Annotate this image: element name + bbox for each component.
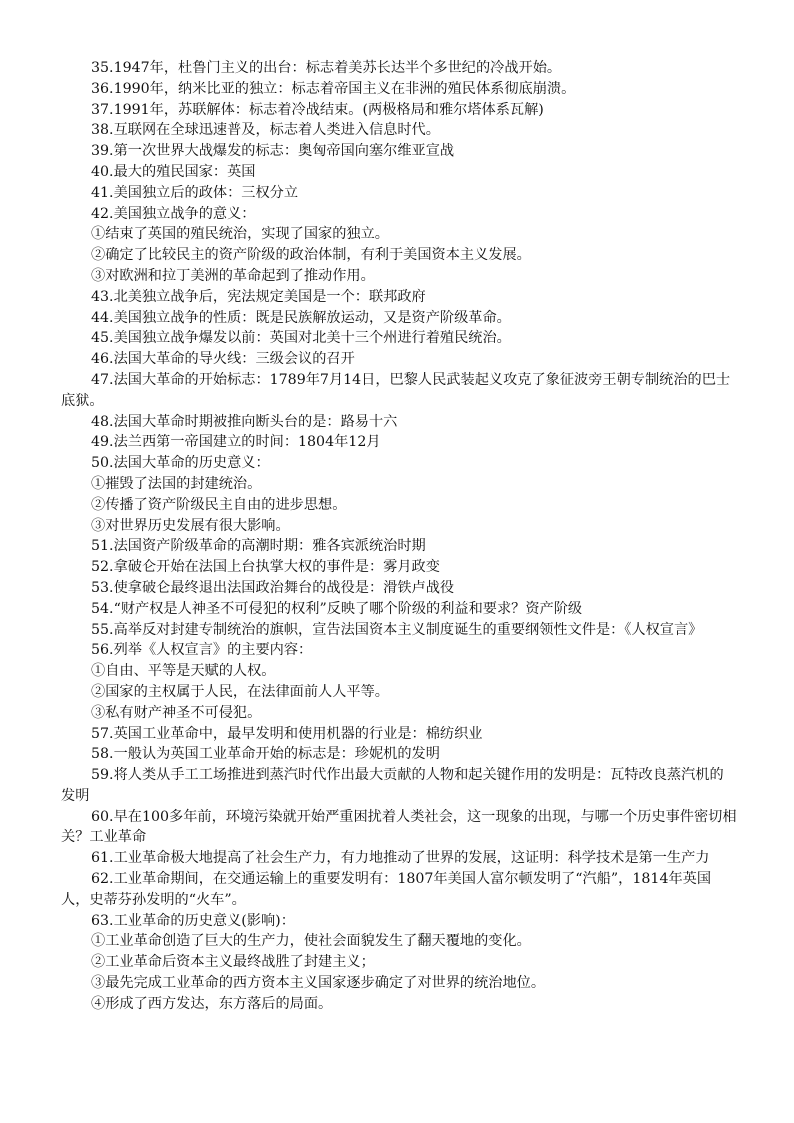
text-line: ③对世界历史发展有很大影响。: [91, 517, 290, 534]
text-line: 54.“财产权是人神圣不可侵犯的权利”反映了哪个阶级的利益和要求？资产阶级: [91, 600, 583, 617]
text-line: 42.美国独立战争的意义：: [91, 205, 256, 222]
text-line: 59.将人类从手工工场推进到蒸汽时代作出最大贡献的人物和起关键作用的发明是：瓦特改良蒸汽机的发明: [61, 767, 724, 804]
text-line: ①摧毁了法国的封建统治。: [91, 475, 262, 492]
text-line: 35.1947年，杜鲁门主义的出台：标志着美苏长达半个多世纪的冷战开始。: [91, 60, 562, 76]
text-line: 48.法国大革命时期被推向断头台的是：路易十六: [91, 413, 398, 430]
text-line: 57.英国工业革命中，最早发明和使用机器的行业是：棉纺织业: [91, 725, 483, 742]
text-line: 52.拿破仑开始在法国上台执掌大权的事件是：雾月政变: [91, 559, 440, 576]
text-line: 41.美国独立后的政体：三权分立: [91, 184, 299, 201]
text-line: 47.法国大革命的开始标志：1789年7月14日，巴黎人民武装起义攻克了象征波旁王朝专制统治的巴士底狱。: [61, 371, 731, 409]
text-line: 38.互联网在全球迅速普及，标志着人类进入信息时代。: [91, 122, 440, 139]
text-line: 44.美国独立战争的性质：既是民族解放运动，又是资产阶级革命。: [91, 309, 511, 326]
text-line: 40.最大的殖民国家：英国: [91, 163, 256, 180]
text-line: 55.高举反对封建专制统治的旗帜，宣告法国资本主义制度诞生的重要纲领性文件是：《人权宣言》: [91, 621, 703, 638]
text-line: ①自由、平等是天赋的人权。: [91, 663, 276, 680]
text-line: 49.法兰西第一帝国建立的时间：1804年12月: [91, 434, 381, 451]
text-line: 45.美国独立战争爆发以前：英国对北美十三个州进行着殖民统治。: [91, 330, 511, 347]
text-line: 46.法国大革命的导火线：三级会议的召开: [91, 351, 355, 368]
text-line: ③私有财产神圣不可侵犯。: [91, 704, 262, 721]
text-line: 50.法国大革命的历史意义：: [91, 455, 270, 472]
text-line: 36.1990年，纳米比亚的独立：标志着帝国主义在非洲的殖民体系彻底崩溃。: [91, 80, 576, 97]
text-line: ③对欧洲和拉丁美洲的革命起到了推动作用。: [91, 267, 375, 284]
document-body: [61, 58, 737, 1015]
text-line: 61.工业革命极大地提高了社会生产力，有力地推动了世界的发展，这证明：科学技术是第一生产力: [91, 850, 710, 867]
text-line: 51.法国资产阶级革命的高潮时期：雅各宾派统治时期: [91, 538, 426, 555]
text-line: 37.1991年，苏联解体：标志着冷战结束。(两极格局和雅尔塔体系瓦解): [91, 101, 544, 118]
text-line: 58.一般认为英国工业革命开始的标志是：珍妮机的发明: [91, 746, 440, 763]
text-line: ②国家的主权属于人民，在法律面前人人平等。: [91, 683, 389, 700]
text-line: 60.早在100多年前，环境污染就开始严重困扰着人类社会，这一现象的出现，与哪一个历史事件密切相关？工业革命: [61, 808, 737, 846]
text-line: ①结束了英国的殖民统治，实现了国家的独立。: [91, 226, 389, 243]
text-line: 63.工业革命的历史意义(影响)：: [91, 912, 295, 929]
text-line: ②传播了资产阶级民主自由的进步思想。: [91, 496, 347, 513]
text-line: 62.工业革命期间，在交通运输上的重要发明有：1807年美国人富尔顿发明了“汽船”，1814年英国人，史蒂芬孙发明的“火车”。: [61, 871, 712, 908]
text-line: ③最先完成工业革命的西方资本主义国家逐步确定了对世界的统治地位。: [91, 975, 546, 992]
text-line: ②工业革命后资本主义最终战胜了封建主义；: [91, 954, 375, 971]
text-line: 56.列举《人权宣言》的主要内容：: [91, 642, 313, 659]
text-line: 43.北美独立战争后，宪法规定美国是一个：联邦政府: [91, 288, 426, 305]
text-line: 53.使拿破仑最终退出法国政治舞台的战役是：滑铁卢战役: [91, 579, 455, 596]
text-line: 39.第一次世界大战爆发的标志：奥匈帝国向塞尔维亚宣战: [91, 143, 455, 160]
text-line: ①工业革命创造了巨大的生产力，使社会面貌发生了翻天覆地的变化。: [91, 933, 531, 950]
text-line: ④形成了西方发达，东方落后的局面。: [91, 995, 333, 1012]
text-line: ②确定了比较民主的资产阶级的政治体制，有利于美国资本主义发展。: [91, 247, 531, 264]
